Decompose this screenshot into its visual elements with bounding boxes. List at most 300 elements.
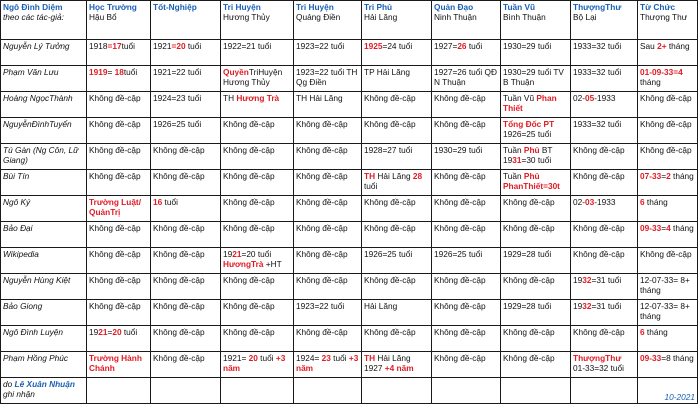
cell-text: -1933 xyxy=(594,197,616,207)
data-cell xyxy=(294,352,362,378)
cell-text: Không đề-cập xyxy=(434,197,486,207)
data-cell xyxy=(638,196,698,222)
cell-text: tuổi xyxy=(185,41,202,51)
cell-text: Tuần xyxy=(503,171,524,181)
cell-text: 18 xyxy=(114,67,124,77)
cell-text: 17 xyxy=(112,41,122,51)
table-row xyxy=(1,92,698,118)
cell-text: tháng xyxy=(666,41,690,51)
data-cell xyxy=(638,66,698,92)
data-cell xyxy=(362,326,432,352)
cell-text: Không đề-cập xyxy=(89,93,141,103)
header-cell xyxy=(221,1,294,40)
data-cell xyxy=(294,92,362,118)
cell-text: Không đề-cập xyxy=(89,119,141,129)
data-cell xyxy=(501,66,571,92)
data-cell xyxy=(501,170,571,196)
cell-text: Không đề-cập xyxy=(503,275,555,285)
data-cell xyxy=(501,92,571,118)
cell-text: = xyxy=(661,171,667,181)
header-cell xyxy=(294,1,362,40)
cell-text: Không đề-cập xyxy=(223,223,275,233)
data-cell xyxy=(638,144,698,170)
data-cell xyxy=(221,66,294,92)
cell-text: Hải Lăng xyxy=(364,301,398,311)
cell-text: ThượngThư xyxy=(573,353,622,363)
cell-text: Không đề-cập xyxy=(89,223,141,233)
cell-text: Hương Trà xyxy=(236,93,280,103)
data-cell xyxy=(294,300,362,326)
cell-text: Trường Luật/ QuảnTrị xyxy=(89,197,142,217)
cell-text: 1930=29 tuổi TV B Thuận xyxy=(503,67,564,87)
data-cell xyxy=(571,248,638,274)
cell-text: +HT xyxy=(263,259,282,269)
author-cell: Bùi Tín xyxy=(1,170,87,196)
data-cell xyxy=(151,196,221,222)
cell-text: = xyxy=(673,67,679,77)
data-cell xyxy=(362,144,432,170)
cell-text: Không đề-cập xyxy=(296,145,348,155)
cell-text: 1926=25 tuổi xyxy=(503,129,552,139)
data-cell xyxy=(638,118,698,144)
cell-text: Không đề-cập xyxy=(434,223,486,233)
data-cell xyxy=(571,326,638,352)
cell-text: tuổi xyxy=(121,41,135,51)
cell-text: Không đề-cập xyxy=(296,275,348,285)
cell-text: Không đề-cập xyxy=(503,223,555,233)
cell-text: Không đề-cập xyxy=(434,301,486,311)
credit-cell xyxy=(1,378,87,404)
cell-text: HươngTrà xyxy=(223,259,264,269)
table-row xyxy=(1,66,698,92)
cell-text: 4 xyxy=(678,67,683,77)
data-cell xyxy=(362,248,432,274)
data-cell xyxy=(221,40,294,66)
author-cell: Tú Gàn (Ng Côn, Lữ Giang) xyxy=(1,144,87,170)
cell-text: Không đề-cập xyxy=(296,223,348,233)
cell-text: Không đề-cập xyxy=(573,223,625,233)
cell-text: 1930=29 tuổi xyxy=(434,145,483,155)
table-row xyxy=(1,274,698,300)
cell-text: Hải Lăng 1927 xyxy=(364,353,411,373)
cell-text: 1918 xyxy=(89,41,108,51)
data-cell xyxy=(362,352,432,378)
data-cell xyxy=(151,274,221,300)
data-cell xyxy=(221,196,294,222)
data-cell xyxy=(221,248,294,274)
data-cell xyxy=(221,92,294,118)
cell-text: 19 xyxy=(223,249,233,259)
data-cell xyxy=(221,222,294,248)
cell-text: 19 xyxy=(89,327,99,337)
cell-text: = xyxy=(661,223,667,233)
cell-text: =8 tháng xyxy=(661,353,694,363)
data-cell xyxy=(571,222,638,248)
table-row xyxy=(1,300,698,326)
data-cell xyxy=(432,300,501,326)
cell-text: Không đề-cập xyxy=(364,93,416,103)
cell-text: Không đề-cập xyxy=(640,249,692,259)
cell-text: Không đề-cập xyxy=(153,301,205,311)
data-cell xyxy=(151,66,221,92)
cell-text: tuổi xyxy=(330,353,349,363)
cell-text: 09-33 xyxy=(640,223,662,233)
header-subtitle: Hậu Bổ xyxy=(89,12,117,22)
cell-text: Không đề-cập xyxy=(503,327,555,337)
data-cell xyxy=(571,144,638,170)
data-cell xyxy=(638,326,698,352)
data-cell xyxy=(432,118,501,144)
data-cell xyxy=(362,300,432,326)
cell-text: Không đề-cập xyxy=(640,145,692,155)
data-cell xyxy=(294,170,362,196)
header-subtitle: Bình Thuận xyxy=(503,12,546,22)
cell-text: 21 xyxy=(232,249,242,259)
cell-text: 1926=25 tuổi xyxy=(153,119,202,129)
data-cell xyxy=(87,326,151,352)
cell-text: 16 xyxy=(153,197,163,207)
cell-text: 1921= xyxy=(223,353,249,363)
data-cell xyxy=(87,66,151,92)
author-cell: Nguyễn Lý Tưởng xyxy=(1,40,87,66)
author-cell: Ngô Ký xyxy=(1,196,87,222)
cell-text: Không đề-cập xyxy=(89,301,141,311)
empty-cell xyxy=(221,378,294,404)
credit-suffix: ghi nhận xyxy=(3,389,35,399)
data-cell xyxy=(501,118,571,144)
cell-text: 02- xyxy=(573,93,585,103)
header-title: Tuần Vũ xyxy=(503,2,536,12)
cell-text: Không đề-cập xyxy=(153,353,205,363)
cell-text: 1927= xyxy=(434,41,458,51)
author-cell: Bảo Đại xyxy=(1,222,87,248)
credit-prefix: do xyxy=(3,379,15,389)
data-cell xyxy=(362,118,432,144)
cell-text: 1926=25 tuổi xyxy=(434,249,483,259)
data-cell xyxy=(151,300,221,326)
cell-text: 6 xyxy=(640,327,645,337)
table-row xyxy=(1,196,698,222)
header-title: Tri Huyện xyxy=(223,2,261,12)
data-cell xyxy=(87,170,151,196)
cell-text: Không đề-cập xyxy=(89,171,141,181)
author-cell: Hoàng NgọcThành xyxy=(1,92,87,118)
cell-text: Không đề-cập xyxy=(89,275,141,285)
header-title: Tri Phủ xyxy=(364,2,393,12)
data-cell xyxy=(294,248,362,274)
data-cell xyxy=(294,144,362,170)
cell-text: 1923=22 tuổi TH Qg Điền xyxy=(296,67,358,87)
cell-text: Không đề-cập xyxy=(573,145,625,155)
data-cell xyxy=(221,352,294,378)
cell-text: Không đề-cập xyxy=(640,93,692,103)
cell-text: Không đề-cập xyxy=(223,275,275,285)
data-cell xyxy=(87,118,151,144)
author-cell: Nguyễn Hùng Kiệt xyxy=(1,274,87,300)
data-cell xyxy=(638,40,698,66)
cell-text: 05 xyxy=(585,93,595,103)
date-cell: 10-2021 xyxy=(638,378,698,404)
author-cell: Ngô Đình Luyện xyxy=(1,326,87,352)
author-cell: Phạm Văn Lưu xyxy=(1,66,87,92)
cell-text: Không đề-cập xyxy=(296,119,348,129)
cell-text: =30 tuổi xyxy=(521,155,552,165)
cell-text: Không đề-cập xyxy=(89,249,141,259)
table-row xyxy=(1,326,698,352)
header-cell xyxy=(1,1,87,40)
cell-text: tuổi xyxy=(257,353,276,363)
data-cell xyxy=(432,222,501,248)
data-cell xyxy=(501,222,571,248)
header-cell xyxy=(362,1,432,40)
cell-text: 03 xyxy=(585,197,595,207)
author-cell: NguyễnĐìnhTuyển xyxy=(1,118,87,144)
empty-cell xyxy=(432,378,501,404)
data-cell xyxy=(432,196,501,222)
data-cell xyxy=(151,248,221,274)
header-cell xyxy=(638,1,698,40)
empty-cell xyxy=(294,378,362,404)
data-cell xyxy=(432,274,501,300)
empty-cell xyxy=(501,378,571,404)
data-cell xyxy=(571,352,638,378)
cell-text: = xyxy=(107,327,113,337)
cell-text: Không đề-cập xyxy=(503,353,555,363)
cell-text: 1922=21 tuổi xyxy=(223,41,272,51)
empty-cell xyxy=(151,378,221,404)
data-cell xyxy=(571,274,638,300)
data-cell xyxy=(87,196,151,222)
cell-text: Phủ xyxy=(523,145,540,155)
cell-text: tuổi xyxy=(162,197,178,207)
data-cell xyxy=(362,40,432,66)
data-cell xyxy=(432,248,501,274)
cell-text: Không đề-cập xyxy=(434,353,486,363)
cell-text: 20 xyxy=(112,327,122,337)
cell-text: 1933=32 tuổi xyxy=(573,119,622,129)
data-cell xyxy=(501,352,571,378)
header-subtitle: Hương Thủy xyxy=(223,12,270,22)
cell-text: 07-33 xyxy=(640,171,662,181)
header-title: Từ Chức xyxy=(640,2,676,12)
cell-text: 1923=22 tuổi xyxy=(296,41,345,51)
data-cell xyxy=(501,40,571,66)
data-cell xyxy=(638,92,698,118)
header-row xyxy=(1,1,698,40)
table-row xyxy=(1,222,698,248)
cell-text: TH xyxy=(364,171,376,181)
cell-text: TP Hải Lăng xyxy=(364,67,410,77)
header-subtitle: Ninh Thuận xyxy=(434,12,477,22)
cell-text: 19 xyxy=(573,301,583,311)
data-cell xyxy=(151,352,221,378)
table-row xyxy=(1,352,698,378)
data-cell xyxy=(571,40,638,66)
data-cell xyxy=(221,144,294,170)
cell-text: 28 xyxy=(412,171,423,181)
cell-text: tuổi xyxy=(123,67,138,77)
cell-text: Không đề-cập xyxy=(153,327,205,337)
cell-text: Không đề-cập xyxy=(296,171,348,181)
data-cell xyxy=(87,300,151,326)
cell-text: +4 năm xyxy=(384,363,414,373)
header-subtitle: theo các tác-giả: xyxy=(3,12,64,22)
cell-text: = xyxy=(107,67,115,77)
cell-text: Không đề-cập xyxy=(573,171,625,181)
header-title: Tri Huyện xyxy=(296,2,334,12)
cell-text: Trường Hành Chánh xyxy=(89,353,142,373)
data-cell xyxy=(571,196,638,222)
cell-text: 4 xyxy=(666,223,671,233)
cell-text: 12-07-33= 8+ tháng xyxy=(640,275,690,295)
data-cell xyxy=(432,92,501,118)
cell-text: 01-09-33 xyxy=(640,67,674,77)
cell-text: =31 tuổi xyxy=(591,301,622,311)
cell-text: Không đề-cập xyxy=(640,119,692,129)
cell-text: tháng xyxy=(644,197,668,207)
data-cell xyxy=(501,144,571,170)
cell-text: 1929=28 tuổi xyxy=(503,249,552,259)
data-cell xyxy=(151,144,221,170)
cell-text: Không đề-cập xyxy=(296,197,348,207)
header-subtitle: Bộ Lại xyxy=(573,12,597,22)
data-cell xyxy=(151,326,221,352)
data-cell xyxy=(221,274,294,300)
data-cell xyxy=(294,66,362,92)
cell-text: +3 năm xyxy=(223,353,286,373)
cell-text: TH Hải Lăng xyxy=(296,93,343,103)
cell-text: Phủ PhanThiết=30t xyxy=(503,171,560,191)
data-cell xyxy=(87,222,151,248)
cell-text: 19 xyxy=(573,275,583,285)
data-cell xyxy=(638,300,698,326)
cell-text: Không đề-cập xyxy=(223,119,275,129)
data-cell xyxy=(151,222,221,248)
data-cell xyxy=(221,170,294,196)
table-row xyxy=(1,248,698,274)
cell-text: Không đề-cập xyxy=(223,145,275,155)
data-cell xyxy=(87,144,151,170)
header-cell xyxy=(151,1,221,40)
cell-text: Không đề-cập xyxy=(364,197,416,207)
cell-text: 1921 xyxy=(153,41,172,51)
cell-text: Không đề-cập xyxy=(434,327,486,337)
cell-text: = xyxy=(107,41,113,51)
header-cell xyxy=(571,1,638,40)
data-cell xyxy=(432,326,501,352)
data-cell xyxy=(151,40,221,66)
cell-text: Không đề-cập xyxy=(573,249,625,259)
cell-text: =20 tuổi xyxy=(241,249,272,259)
cell-text: Quyền xyxy=(223,67,249,77)
data-cell xyxy=(221,300,294,326)
cell-text: 2 xyxy=(666,171,671,181)
table-row xyxy=(1,170,698,196)
cell-text: 26 xyxy=(457,41,467,51)
cell-text: 1933=32 tuổi xyxy=(573,41,622,51)
cell-text: Hải Lăng xyxy=(375,171,413,181)
cell-text: Không đề-cập xyxy=(296,327,348,337)
cell-text: tháng xyxy=(670,171,694,181)
cell-text: = xyxy=(171,41,177,51)
header-cell xyxy=(501,1,571,40)
cell-text: Không đề-cập xyxy=(434,275,486,285)
author-cell: Phạm Hồng Phúc xyxy=(1,352,87,378)
author-cell: Bảo Giong xyxy=(1,300,87,326)
cell-text: Không đề-cập xyxy=(573,327,625,337)
cell-text: Không đề-cập xyxy=(434,93,486,103)
cell-text: =24 tuổi xyxy=(382,41,413,51)
data-cell xyxy=(294,196,362,222)
data-cell xyxy=(151,118,221,144)
table-row xyxy=(1,118,698,144)
data-cell xyxy=(221,118,294,144)
data-cell xyxy=(87,274,151,300)
data-cell xyxy=(501,248,571,274)
cell-text: TH xyxy=(364,353,376,363)
data-cell xyxy=(638,170,698,196)
data-cell xyxy=(294,326,362,352)
cell-text: tuổi xyxy=(466,41,483,51)
data-cell xyxy=(501,326,571,352)
cell-text: Không đề-cập xyxy=(364,327,416,337)
cell-text: Không đề-cập xyxy=(296,249,348,259)
table-row xyxy=(1,144,698,170)
cell-text: tuổi xyxy=(364,181,378,191)
cell-text: 1930=29 tuổi xyxy=(503,41,552,51)
cell-text: Không đề-cập xyxy=(153,249,205,259)
footer-row xyxy=(1,378,698,404)
cell-text: Sau xyxy=(640,41,658,51)
cell-text: 32 xyxy=(582,301,592,311)
cell-text: Không đề-cập xyxy=(153,275,205,285)
data-cell xyxy=(362,170,432,196)
credit-name: Lê Xuân Nhuận xyxy=(14,379,75,389)
data-cell xyxy=(432,40,501,66)
cell-text: 02- xyxy=(573,197,585,207)
cell-text: Không đề-cập xyxy=(364,275,416,285)
header-subtitle: Quảng Điền xyxy=(296,12,341,22)
data-cell xyxy=(638,274,698,300)
data-cell xyxy=(362,222,432,248)
table-row xyxy=(1,40,698,66)
cell-text: Không đề-cập xyxy=(503,197,555,207)
data-cell xyxy=(432,144,501,170)
data-cell xyxy=(571,300,638,326)
cell-text: Không đề-cập xyxy=(153,145,205,155)
cell-text: 1921=22 tuổi xyxy=(153,67,202,77)
cell-text: 1919 xyxy=(89,67,108,77)
data-cell xyxy=(362,92,432,118)
cell-text: Không đề-cập xyxy=(153,223,205,233)
data-cell xyxy=(87,352,151,378)
data-cell xyxy=(294,274,362,300)
cell-text: TH xyxy=(223,93,237,103)
cell-text: Không đề-cập xyxy=(223,171,275,181)
cell-text: 20 xyxy=(248,353,258,363)
cell-text: Không đề-cập xyxy=(223,197,275,207)
data-cell xyxy=(638,352,698,378)
data-cell xyxy=(571,92,638,118)
cell-text: 23 xyxy=(321,353,331,363)
header-subtitle: Thượng Thư xyxy=(640,12,688,22)
cell-text: Tổng Đốc PT xyxy=(503,119,555,129)
cell-text: -1933 xyxy=(594,93,616,103)
cell-text: tuổi xyxy=(121,327,138,337)
cell-text: Không đề-cập xyxy=(434,171,486,181)
cell-text: =31 tuổi xyxy=(591,275,622,285)
cell-text: 1925 xyxy=(364,41,383,51)
